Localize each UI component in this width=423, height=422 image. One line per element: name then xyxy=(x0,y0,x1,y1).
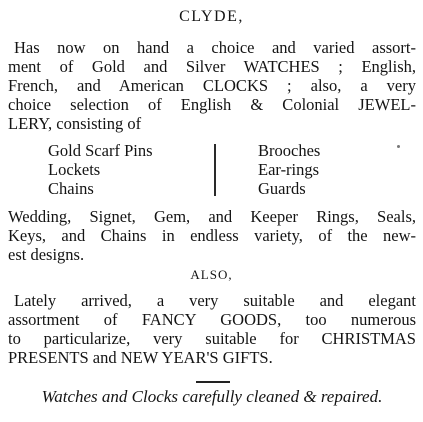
list-item: Chains xyxy=(48,179,94,198)
fancy-line: to particularize, very suitable for CHRISTMAS xyxy=(8,329,416,348)
rings-line: Wedding, Signet, Gem, and Keeper Rings, Seals, xyxy=(8,207,416,226)
list-item: Brooches xyxy=(258,141,321,160)
also-heading: ALSO, xyxy=(190,267,233,282)
advert-title: CLYDE, xyxy=(179,8,244,25)
list-item: Guards xyxy=(258,179,306,198)
column-divider xyxy=(214,144,216,196)
section-rule xyxy=(196,381,230,383)
jewellery-item-list xyxy=(48,141,378,197)
fancy-line: PRESENTS and NEW YEAR'S GIFTS. xyxy=(8,348,273,367)
list-item: Ear-rings xyxy=(258,160,320,179)
item-column-right xyxy=(258,141,320,198)
fancy-goods-paragraph xyxy=(8,291,416,367)
intro-line: LERY, consisting of xyxy=(8,114,142,133)
repair-notice: Watches and Clocks carefully cleaned & repaired. xyxy=(41,387,383,406)
intro-paragraph xyxy=(8,38,416,133)
rings-line: est designs. xyxy=(8,245,85,264)
item-column-left xyxy=(48,141,153,198)
intro-line: ment of Gold and Silver WATCHES ; English, xyxy=(8,57,416,76)
fancy-line: Lately arrived, a very suitable and elegant xyxy=(14,291,416,310)
list-item: Lockets xyxy=(48,160,101,179)
intro-line: choice selection of English & Colonial JEWEL- xyxy=(8,95,416,114)
print-speck xyxy=(397,145,400,148)
list-item: Gold Scarf Pins xyxy=(48,141,153,160)
rings-paragraph xyxy=(8,207,416,264)
intro-line: French, and American CLOCKS ; also, a very xyxy=(8,76,416,95)
intro-line: Has now on hand a choice and varied assort- xyxy=(14,38,416,57)
rings-line: Keys, and Chains in endless variety, of the new- xyxy=(8,226,416,245)
fancy-line: assortment of FANCY GOODS, too numerous xyxy=(8,310,416,329)
